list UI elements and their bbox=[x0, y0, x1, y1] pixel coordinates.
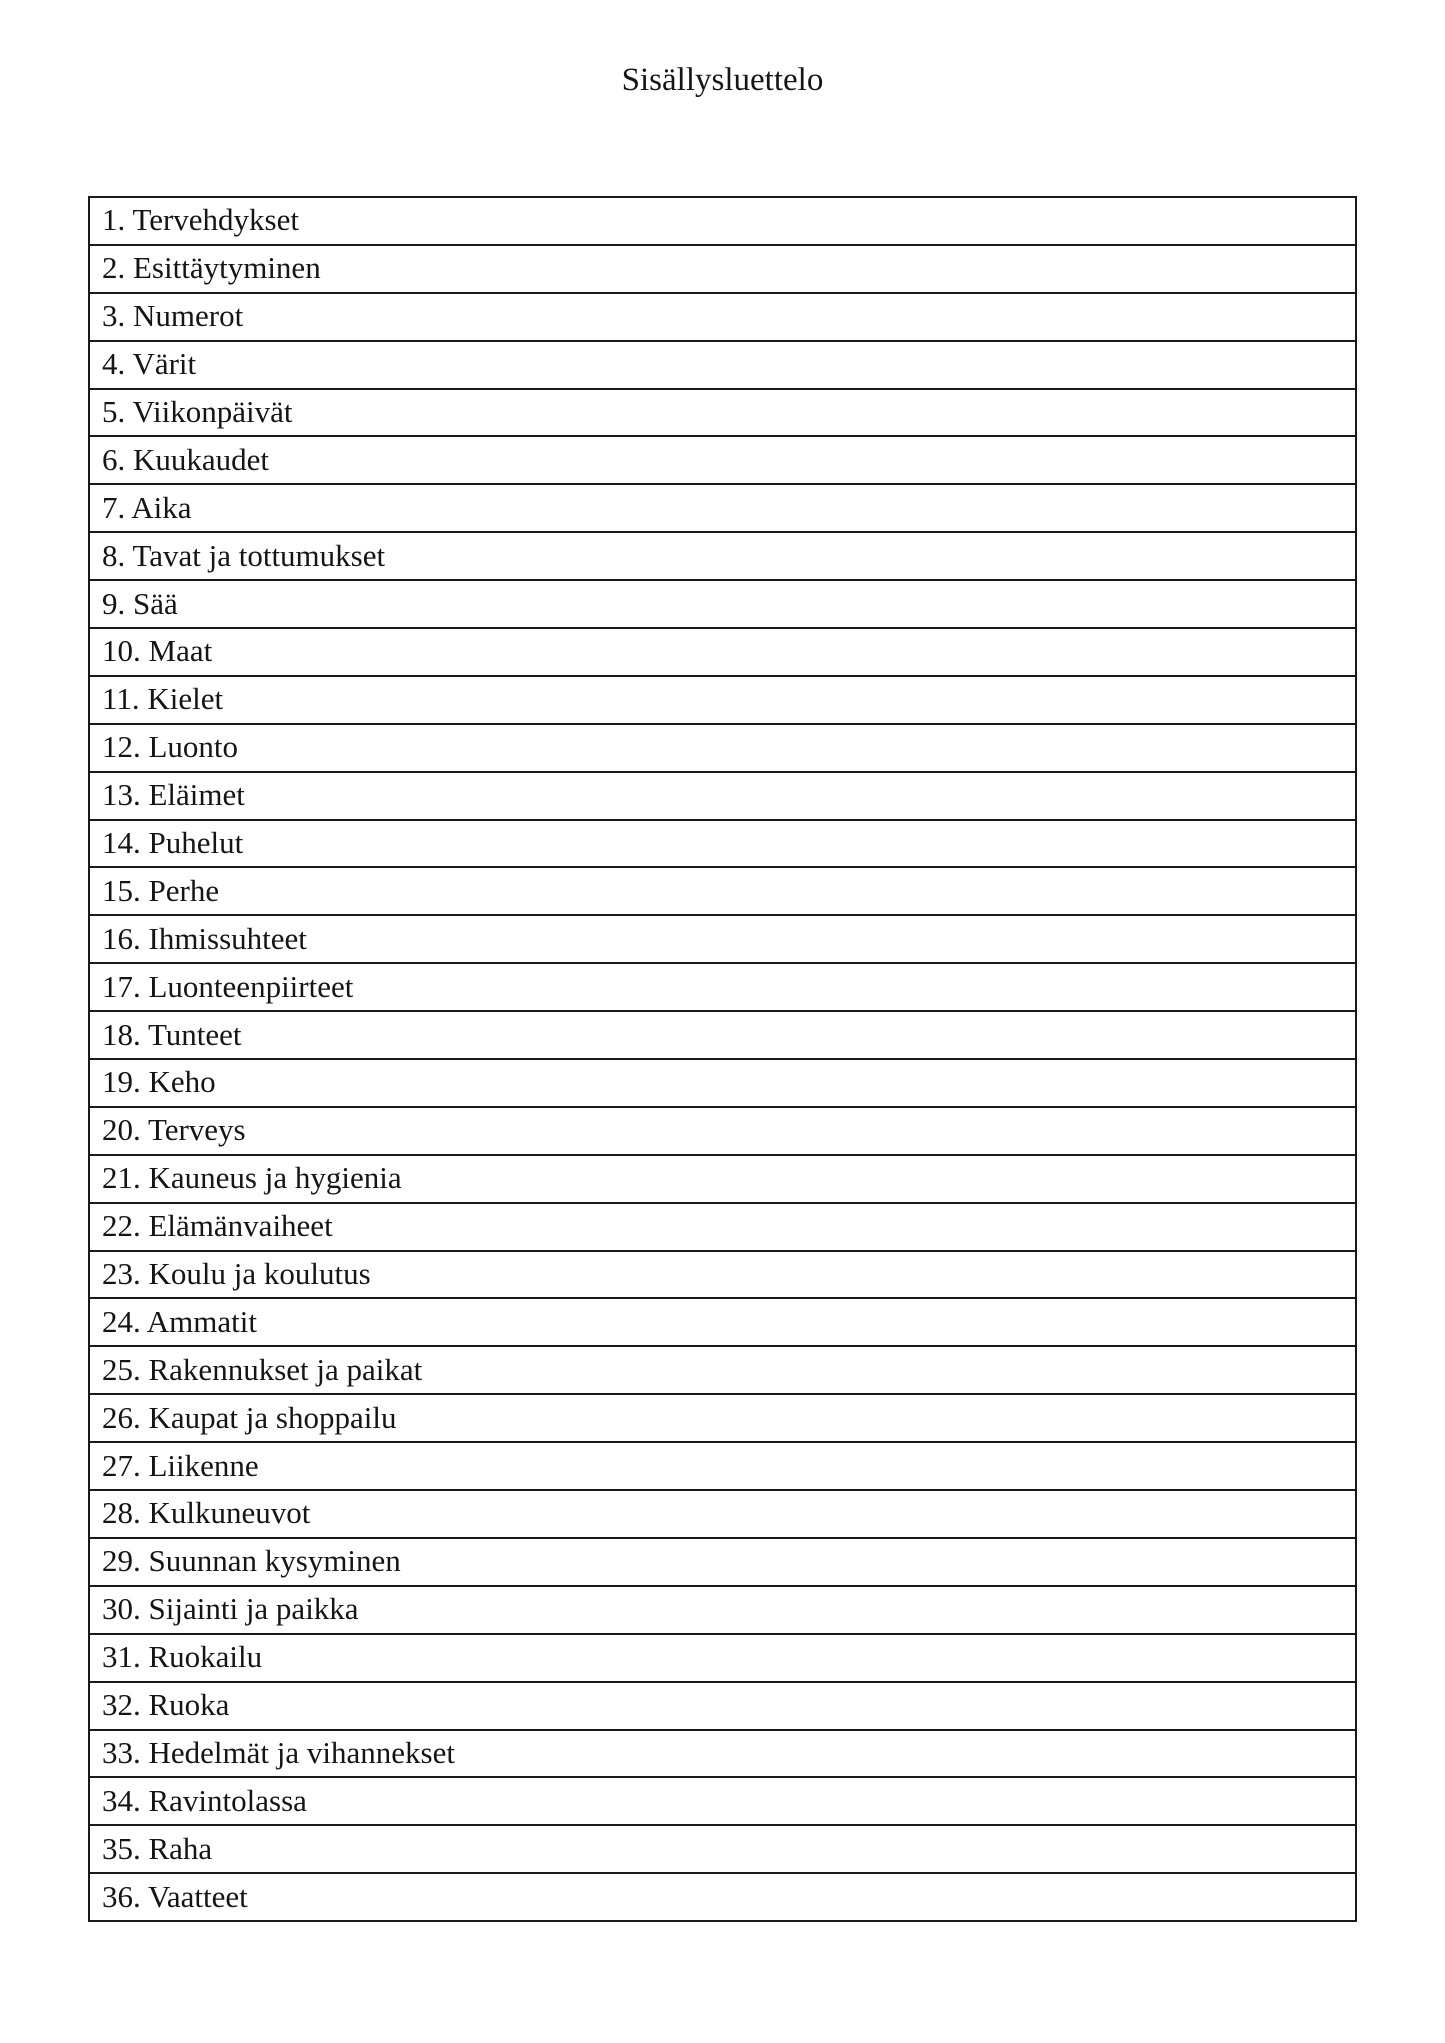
toc-entry: 8. Tavat ja tottumukset bbox=[89, 532, 1356, 580]
toc-row bbox=[89, 1251, 1356, 1299]
toc-row bbox=[89, 628, 1356, 676]
toc-row bbox=[89, 1586, 1356, 1634]
page-title: Sisällysluettelo bbox=[621, 62, 824, 98]
toc-entry: 1. Tervehdykset bbox=[89, 197, 1356, 245]
toc-row bbox=[89, 963, 1356, 1011]
toc-row bbox=[89, 1394, 1356, 1442]
toc-row bbox=[89, 580, 1356, 628]
toc-entry: 2. Esittäytyminen bbox=[89, 245, 1356, 293]
toc-entry: 6. Kuukaudet bbox=[89, 436, 1356, 484]
toc-row bbox=[89, 1203, 1356, 1251]
toc-row bbox=[89, 245, 1356, 293]
toc-entry: 25. Rakennukset ja paikat bbox=[89, 1346, 1356, 1394]
toc-row bbox=[89, 1442, 1356, 1490]
toc-entry: 24. Ammatit bbox=[89, 1298, 1356, 1346]
toc-entry: 11. Kielet bbox=[89, 676, 1356, 724]
toc-entry: 22. Elämänvaiheet bbox=[89, 1203, 1356, 1251]
toc-row bbox=[89, 532, 1356, 580]
toc-row bbox=[89, 293, 1356, 341]
toc-entry: 31. Ruokailu bbox=[89, 1634, 1356, 1682]
toc-entry: 13. Eläimet bbox=[89, 772, 1356, 820]
toc-entry: 19. Keho bbox=[89, 1059, 1356, 1107]
toc-row bbox=[89, 1490, 1356, 1538]
toc-entry: 12. Luonto bbox=[89, 724, 1356, 772]
toc-row bbox=[89, 1059, 1356, 1107]
toc-entry: 4. Värit bbox=[89, 341, 1356, 389]
toc-entry: 36. Vaatteet bbox=[89, 1873, 1356, 1921]
toc-row bbox=[89, 1011, 1356, 1059]
toc-entry: 34. Ravintolassa bbox=[89, 1777, 1356, 1825]
toc-row bbox=[89, 484, 1356, 532]
toc-row bbox=[89, 772, 1356, 820]
toc-row bbox=[89, 1777, 1356, 1825]
toc-entry: 30. Sijainti ja paikka bbox=[89, 1586, 1356, 1634]
toc-row bbox=[89, 1155, 1356, 1203]
toc-entry: 16. Ihmissuhteet bbox=[89, 915, 1356, 963]
toc-entry: 26. Kaupat ja shoppailu bbox=[89, 1394, 1356, 1442]
toc-row bbox=[89, 197, 1356, 245]
toc-row bbox=[89, 1538, 1356, 1586]
toc-row bbox=[89, 1873, 1356, 1921]
toc-entry: 5. Viikonpäivät bbox=[89, 389, 1356, 437]
toc-row bbox=[89, 436, 1356, 484]
toc-row bbox=[89, 867, 1356, 915]
toc-row bbox=[89, 1730, 1356, 1778]
toc-entry: 35. Raha bbox=[89, 1825, 1356, 1873]
toc-row bbox=[89, 724, 1356, 772]
toc-entry: 14. Puhelut bbox=[89, 820, 1356, 868]
toc-row bbox=[89, 676, 1356, 724]
toc-table bbox=[88, 196, 1357, 1922]
toc-row bbox=[89, 389, 1356, 437]
toc-row bbox=[89, 820, 1356, 868]
toc-entry: 21. Kauneus ja hygienia bbox=[89, 1155, 1356, 1203]
toc-row bbox=[89, 1825, 1356, 1873]
toc-entry: 27. Liikenne bbox=[89, 1442, 1356, 1490]
toc-row bbox=[89, 1346, 1356, 1394]
toc-entry: 28. Kulkuneuvot bbox=[89, 1490, 1356, 1538]
toc-entry: 10. Maat bbox=[89, 628, 1356, 676]
toc-entry: 15. Perhe bbox=[89, 867, 1356, 915]
toc-entry: 18. Tunteet bbox=[89, 1011, 1356, 1059]
toc-row bbox=[89, 341, 1356, 389]
toc-row bbox=[89, 915, 1356, 963]
toc-entry: 9. Sää bbox=[89, 580, 1356, 628]
toc-entry: 29. Suunnan kysyminen bbox=[89, 1538, 1356, 1586]
toc-row bbox=[89, 1634, 1356, 1682]
toc-entry: 7. Aika bbox=[89, 484, 1356, 532]
toc-entry: 20. Terveys bbox=[89, 1107, 1356, 1155]
toc-entry: 23. Koulu ja koulutus bbox=[89, 1251, 1356, 1299]
toc-row bbox=[89, 1107, 1356, 1155]
toc-entry: 32. Ruoka bbox=[89, 1682, 1356, 1730]
toc-entry: 17. Luonteenpiirteet bbox=[89, 963, 1356, 1011]
toc-entry: 3. Numerot bbox=[89, 293, 1356, 341]
toc-entry: 33. Hedelmät ja vihannekset bbox=[89, 1730, 1356, 1778]
toc-row bbox=[89, 1298, 1356, 1346]
toc-row bbox=[89, 1682, 1356, 1730]
